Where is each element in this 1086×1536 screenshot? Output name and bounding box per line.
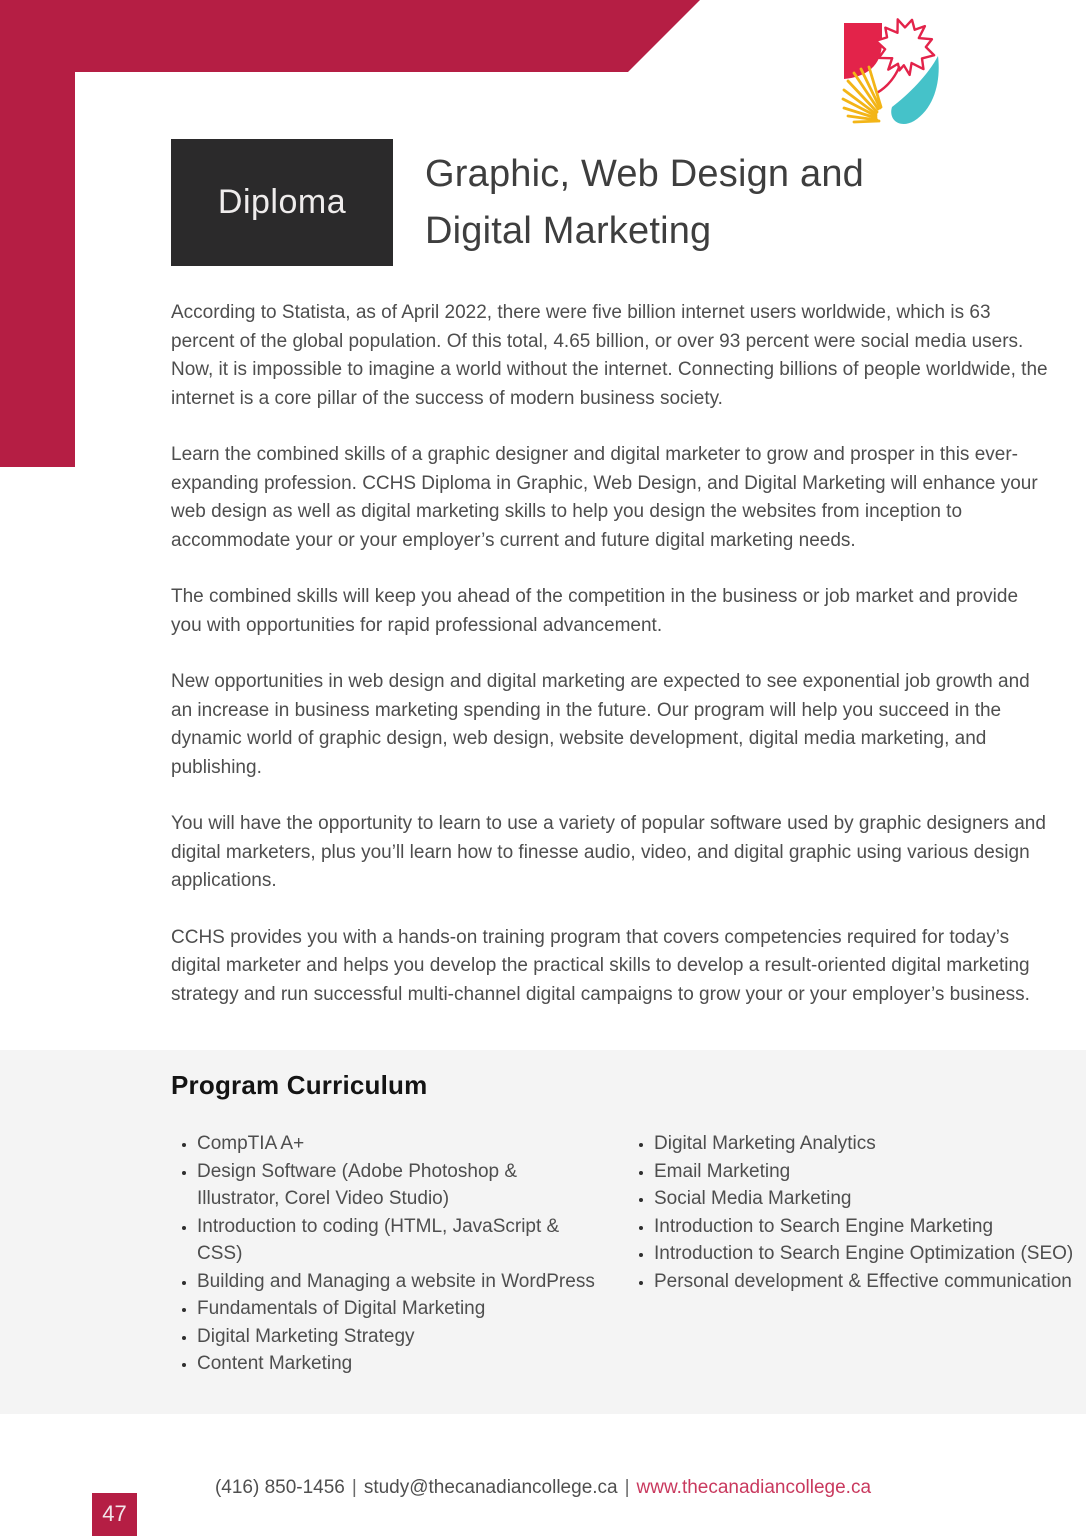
footer-separator: | (351, 1477, 357, 1498)
curriculum-item: • Introduction to Search Engine Optimization (SEO) (654, 1240, 1074, 1268)
program-title-line1: Graphic, Web Design and (425, 153, 865, 195)
description-paragraph: CCHS provides you with a hands-on training program that covers competencies required for today’s digital marketer and helps you develop the practical skills to develop a result-oriented digital marketing strategy and run successful multi-channel digital campaigns to grow your or your employer’s business. (171, 926, 1030, 1005)
footer-website-link[interactable]: www.thecanadiancollege.ca (636, 1477, 872, 1498)
curriculum-item: • Digital Marketing Strategy (197, 1323, 597, 1351)
credential-badge (171, 139, 393, 266)
credential-badge-label: Diploma (217, 183, 347, 221)
footer-email: study@thecanadiancollege.ca (363, 1477, 618, 1498)
curriculum-heading: Program Curriculum (171, 1070, 428, 1100)
description-paragraph: You will have the opportunity to learn to use a variety of popular software used by graphic designers and digital marketers, plus you’ll learn how to finesse audio, video, and digital graphic using various design applications. (171, 813, 1046, 891)
curriculum-section (0, 1050, 1086, 1414)
curriculum-list-right (628, 1130, 1074, 1295)
program-title-line2: Digital Marketing (425, 210, 712, 252)
curriculum-item: • Fundamentals of Digital Marketing (197, 1295, 597, 1323)
footer-phone: (416) 850-1456 (214, 1477, 345, 1498)
description-paragraph: New opportunities in web design and digital marketing are expected to see exponential job growth and an increase in business marketing spending in the future. Our program will help you succeed in the dynamic world of graphic design, web design, website development, digital media marketing, and publishing. (171, 671, 1030, 778)
program-title (425, 146, 864, 260)
footer-contact-line (0, 1477, 1086, 1499)
curriculum-item: • Building and Managing a website in WordPress (197, 1268, 597, 1296)
description-paragraph: According to Statista, as of April 2022, there were five billion internet users worldwide, which is 63 percent of the global population. Of this total, 4.65 billion, or over 93 percent were social media users. Now, it is impossible to imagine a world without the internet. Connecting billions of people worldwide, the internet is a core pillar of the success of modern business society. (171, 302, 1048, 409)
curriculum-item: • Email Marketing (654, 1158, 1074, 1186)
curriculum-item: • CompTIA A+ (197, 1130, 597, 1158)
curriculum-list-left (171, 1130, 597, 1378)
program-description (171, 299, 1049, 1037)
curriculum-item: • Introduction to Search Engine Marketing (654, 1213, 1074, 1241)
college-logo (841, 16, 941, 128)
description-paragraph: The combined skills will keep you ahead of the competition in the business or job market and provide you with opportunities for rapid professional advancement. (171, 586, 1019, 636)
curriculum-item: • Social Media Marketing (654, 1185, 1074, 1213)
page-number-badge: 47 (92, 1493, 137, 1536)
description-paragraph: Learn the combined skills of a graphic designer and digital marketer to grow and prosper in this ever-expanding profession. CCHS Diploma in Graphic, Web Design, and Digital Marketing will enhance your web design as well as digital marketing skills to help you design the websites from inception to accommodate your or your employer’s current and future digital marketing needs. (171, 444, 1038, 551)
footer-separator: | (624, 1477, 630, 1498)
curriculum-item: • Digital Marketing Analytics (654, 1130, 1074, 1158)
curriculum-item: • Personal development & Effective communication (654, 1268, 1074, 1296)
curriculum-item: • Design Software (Adobe Photoshop & Illustrator, Corel Video Studio) (197, 1158, 597, 1213)
curriculum-item: • Introduction to coding (HTML, JavaScript & CSS) (197, 1213, 597, 1268)
curriculum-item: • Content Marketing (197, 1350, 597, 1378)
